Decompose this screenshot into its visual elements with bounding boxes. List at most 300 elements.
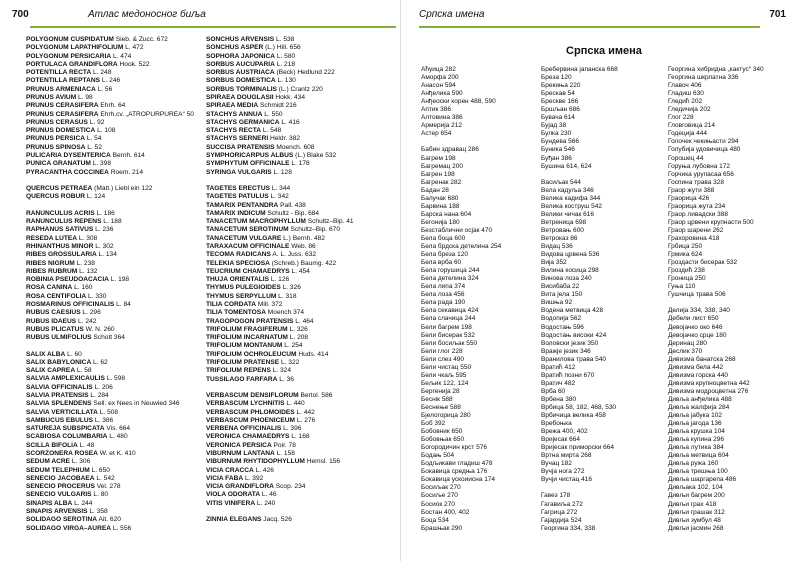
- index-entry: [26, 53, 204, 61]
- latin-name: SORBUS AUCUPARIA: [206, 60, 275, 68]
- name-entry: Бели глог 228: [421, 347, 463, 355]
- latin-name: TELEKIA SPECIOSA: [206, 259, 270, 267]
- name-entry: Бела врба 60: [421, 259, 462, 267]
- author-page: Web. 86: [289, 243, 316, 251]
- index-entry: [26, 417, 204, 425]
- author-page: L. 188: [101, 218, 122, 226]
- index-entry: [206, 442, 396, 450]
- entry-gap: [206, 508, 396, 516]
- latin-name: VIBURNUM RHYTIDOPHYLLUM: [206, 458, 305, 466]
- name-entry: Дивља купина 296: [668, 436, 724, 444]
- name-entry: Госпина трава 328: [668, 178, 724, 186]
- name-entry: Бујад 38: [541, 122, 567, 130]
- name-entry: Анђеоски корен 488, 590: [421, 98, 496, 106]
- latin-name: SYMPHYTUM OFFICINALE: [206, 160, 290, 168]
- latin-name: TAGETES ERECTUS: [206, 185, 270, 193]
- name-entry: Алтовина 386: [421, 114, 463, 122]
- name-entry: Граорица жута 234: [668, 202, 726, 210]
- latin-name: SENECIO VULGARIS: [26, 491, 92, 499]
- index-entry: [26, 235, 204, 243]
- author-page: L. 398: [90, 160, 112, 168]
- name-entry: Бели чкаљ 595: [421, 371, 467, 379]
- entry-gap: [206, 177, 396, 185]
- latin-name: TAMARIX INDICUM: [206, 209, 266, 217]
- latin-name: PRUNUS PERSICA: [26, 135, 85, 143]
- name-entry: Ветровањ 600: [541, 226, 584, 234]
- latin-name: SENECIO PROCERUS: [26, 483, 95, 491]
- latin-name: SEDUM TELEPHIUM: [26, 466, 90, 474]
- author-page: W. et K. 410: [97, 450, 136, 458]
- latin-name: SENECIO JACOBAEA: [26, 474, 95, 482]
- author-page: L. 62: [91, 358, 108, 366]
- header-rule: [30, 26, 396, 28]
- index-entry: [26, 351, 204, 359]
- name-entry: Видова црвена 536: [541, 251, 600, 259]
- right-page-header: [401, 6, 800, 26]
- index-entry: [206, 86, 396, 94]
- index-entry: [26, 293, 204, 301]
- name-entry: Вратич 482: [541, 379, 576, 387]
- index-entry: [26, 69, 204, 77]
- name-entry: Бела секавица 424: [421, 307, 479, 315]
- author-page: L. 442: [294, 408, 315, 416]
- name-entry: Багремац 200: [421, 162, 463, 170]
- index-entry: [26, 77, 204, 85]
- author-page: L. 178: [289, 160, 310, 168]
- index-entry: [206, 260, 396, 268]
- index-entry: [26, 102, 204, 110]
- index-entry: [206, 376, 396, 384]
- name-entry: Астер 654: [421, 130, 452, 138]
- name-entry: Бобовник 650: [421, 428, 463, 436]
- author-page: L. 302: [93, 243, 114, 250]
- author-page: L. 124: [84, 193, 106, 201]
- author-page: L. 60: [65, 350, 82, 358]
- index-entry: [206, 53, 396, 61]
- name-entry: Вражје језик 346: [541, 347, 591, 355]
- name-entry: Дивизма крупноцветна 442: [668, 379, 750, 387]
- entry-gap: [26, 177, 204, 185]
- author-page: Schultz–Bip. 670: [288, 226, 340, 234]
- latin-name: SOLIDAGO SEROTINA: [26, 516, 98, 524]
- index-entry: [206, 392, 396, 400]
- name-entry: Вучац 182: [541, 460, 572, 468]
- author-page: L. 396: [281, 425, 302, 433]
- author-page: L. 168: [289, 433, 310, 441]
- name-entry: Дивљи багрем 200: [668, 492, 725, 500]
- name-entry: Багренак 282: [421, 178, 462, 186]
- name-entry: Винова лоза 240: [541, 275, 592, 283]
- latin-name: TANACETUM MACROPHYLLUM: [206, 218, 306, 226]
- name-entry: Армерија 212: [421, 122, 462, 130]
- author-page: L. 246: [100, 77, 121, 85]
- name-entry: Барска нана 604: [421, 210, 472, 218]
- latin-name: RHINANTHUS MINOR: [26, 243, 94, 250]
- author-page: L. 318: [276, 292, 297, 300]
- name-entry: Граор ливадски 388: [668, 210, 729, 218]
- author-page: Schultz–Bip. 41: [305, 218, 354, 226]
- author-page: L. 598: [104, 375, 126, 383]
- index-entry: [206, 127, 396, 135]
- name-entry: Гладиш 630: [668, 90, 704, 98]
- latin-name: TRIFOLIUM INCARNATUM: [206, 334, 288, 342]
- name-entry: Дивља јагода 136: [668, 420, 722, 428]
- latin-name: RIBES NIGRUM: [26, 259, 75, 267]
- page-number: 701: [769, 9, 786, 20]
- name-entry: Богородичин крст 576: [421, 444, 487, 452]
- name-entry: Горчика урупасаа 656: [668, 170, 734, 178]
- name-entry: Врбичица велика 458: [541, 412, 606, 420]
- name-entry: Дивља шаргарепа 486: [668, 476, 737, 484]
- author-page: Bernh. 614: [110, 151, 145, 159]
- name-entry: Вилина косица 298: [541, 267, 599, 275]
- name-entry: Врбица 58, 182, 468, 530: [541, 403, 617, 411]
- name-entry: Георгина шкрлатна 336: [668, 74, 739, 82]
- name-entry: Вријесак приморски 664: [541, 444, 614, 452]
- author-page: L. 548: [261, 127, 282, 135]
- header-rule: [419, 26, 760, 28]
- latin-name: SONCHUS ARVENSIS: [206, 36, 275, 43]
- name-entry: Граор шарени 262: [668, 226, 724, 234]
- author-page: L. 218: [274, 60, 296, 68]
- name-entry: Горуња лубовна 172: [668, 162, 730, 170]
- latin-name: ROSA CENTIFOLIA: [26, 292, 87, 300]
- latin-name: TEUCRIUM CHAMAEDRYS: [206, 267, 290, 275]
- latin-name: THYMUS SERPYLLUM: [206, 292, 277, 300]
- name-entry: Георгина хибридна „кактус“ 340: [668, 66, 764, 73]
- latin-name: TILIA TOMENTOSA: [206, 309, 266, 317]
- index-entry: [206, 467, 396, 475]
- index-entry: [206, 516, 396, 524]
- name-entry: Брескав 54: [541, 90, 575, 98]
- name-entry: Брашњак 290: [421, 524, 463, 532]
- author-page: L. 48: [77, 441, 95, 449]
- latin-name: RUBUS ULMIFOLIUS: [26, 334, 92, 342]
- latin-name: TANACETUM SEROTINUM: [206, 226, 289, 234]
- index-entry: [206, 400, 396, 408]
- latin-name: VICIA CRACCA: [206, 466, 254, 474]
- author-page: (Schreb.) Baumg. 422: [269, 259, 337, 267]
- latin-name: ROBINIA PSEUDOACACIA: [26, 276, 109, 284]
- index-entry: [26, 152, 204, 160]
- name-entry: Бела рада 190: [421, 299, 466, 307]
- name-entry: Анђелика 590: [421, 90, 463, 98]
- index-entry: [26, 276, 204, 284]
- name-entry: Бегонија 180: [421, 218, 460, 226]
- index-entry: [206, 268, 396, 276]
- name-entry: Голубија удовичица 480: [668, 146, 741, 154]
- name-entry: Деслик 370: [668, 347, 703, 355]
- latin-name: TRIFOLIUM REPENS: [206, 367, 271, 375]
- latin-name: VERBASCUM LYCHNITIS: [206, 400, 285, 408]
- latin-name: QUERCUS PETRAEA: [26, 185, 93, 193]
- index-entry: [26, 318, 204, 326]
- author-page: L. 550: [262, 110, 283, 118]
- author-page: Sieb. & Zucc. 672: [113, 36, 168, 43]
- latin-name: TUSSILAGO FARFARA: [206, 375, 278, 383]
- index-entry: [206, 351, 396, 359]
- latin-name: ROSA CANINA: [26, 284, 73, 292]
- index-entry: [26, 442, 204, 450]
- author-page: L. 130: [275, 77, 296, 85]
- author-page: Ehrh. 64: [98, 102, 126, 110]
- name-entry: Бостан 400, 402: [421, 508, 470, 516]
- latin-name: PRUNUS SPINOSA: [26, 143, 86, 151]
- right-page: [400, 0, 800, 561]
- name-entry: Дивља лутика 384: [668, 444, 724, 452]
- serbian-names-column-3: [668, 66, 798, 533]
- author-page: Schmidt 216: [258, 102, 297, 110]
- index-entry: [206, 169, 396, 177]
- author-page: L. 54: [85, 135, 102, 143]
- index-entry: [26, 309, 204, 317]
- name-entry: Босиок 270: [421, 500, 455, 508]
- latin-name: PRUNUS ARMENIACA: [26, 85, 96, 93]
- name-entry: Дивља трешња 100: [668, 468, 728, 476]
- latin-name: SPIRAEA DOUGLASII: [206, 93, 274, 101]
- index-entry: [206, 342, 396, 350]
- name-entry: Беснење 588: [421, 403, 461, 411]
- index-column-2: [206, 36, 396, 525]
- name-entry: Бергенија 28: [421, 387, 460, 395]
- name-entry: Девојачко око 646: [668, 323, 723, 331]
- name-entry: Вртна мирта 268: [541, 452, 592, 460]
- serbian-names-column-1: [421, 66, 521, 533]
- name-entry: Дивља анђелика 488: [668, 395, 732, 403]
- name-entry: Делија 334, 338, 340: [668, 307, 730, 315]
- latin-name: RAPHANUS SATIVUS: [26, 226, 94, 234]
- index-entry: [206, 284, 396, 292]
- index-entry: [206, 193, 396, 201]
- name-entry: Бела горушица 244: [421, 267, 480, 275]
- latin-name: SALVIA VERTICILLATA: [26, 408, 98, 416]
- index-entry: [26, 284, 204, 292]
- name-entry: Граорица 426: [668, 194, 710, 202]
- name-entry: Бушина 614, 624: [541, 162, 592, 170]
- index-entry: [206, 202, 396, 210]
- index-entry: [26, 44, 204, 52]
- index-entry: [206, 226, 396, 234]
- index-entry: [206, 185, 396, 193]
- author-page: L. 392: [243, 474, 264, 482]
- author-page: L. 108: [95, 127, 116, 135]
- name-entry: Буђан 386: [541, 154, 572, 162]
- name-entry: Бели босиљак 550: [421, 339, 478, 347]
- latin-name: RESEDA LUTEA: [26, 234, 78, 242]
- author-page: L. 128: [271, 168, 292, 176]
- latin-name: PULICARIA DYSENTERICA: [26, 151, 111, 159]
- index-entry: [26, 384, 204, 392]
- author-page: L. 556: [111, 524, 132, 532]
- latin-name: SAMBUCUS EBULUS: [26, 416, 94, 424]
- author-page: L. 134: [96, 251, 117, 259]
- name-entry: Бели чистац 550: [421, 363, 472, 371]
- name-entry: Гушчица трава 506: [668, 291, 726, 299]
- index-entry: [26, 160, 204, 168]
- latin-name: RANUNCULUS ACRIS: [26, 209, 95, 217]
- index-entry: [206, 276, 396, 284]
- latin-name: SATUREJA SUBSPICATA: [26, 425, 105, 433]
- index-entry: [26, 500, 204, 508]
- entry-gap: [206, 384, 396, 392]
- name-entry: Бундева 566: [541, 138, 580, 146]
- author-page: L. 126: [269, 276, 290, 284]
- index-entry: [26, 243, 204, 251]
- index-entry: [206, 475, 396, 483]
- author-page: L. 52: [85, 143, 102, 151]
- latin-name: SALIX ALBA: [26, 350, 66, 358]
- index-entry: [26, 458, 204, 466]
- name-entry: Вучји чистац 416: [541, 476, 592, 484]
- name-entry: Видац 536: [541, 243, 573, 251]
- name-entry: Дивља ружа 160: [668, 460, 719, 468]
- author-page: A. L. Juss. 632: [270, 251, 317, 259]
- author-page: L. 186: [94, 209, 115, 217]
- index-entry: [206, 210, 396, 218]
- latin-name: SORBUS TORMINALIS: [206, 85, 277, 93]
- index-entry: [206, 309, 396, 317]
- author-page: L. 650: [89, 466, 110, 474]
- author-page: L. 454: [289, 267, 310, 275]
- name-entry: Граор црвени крупнасти 500: [668, 218, 754, 226]
- author-page: L. 344: [270, 185, 291, 193]
- author-page: L. 580: [275, 52, 296, 60]
- name-entry: Вријесак 664: [541, 436, 580, 444]
- index-entry: [206, 450, 396, 458]
- index-entry: [26, 375, 204, 383]
- name-entry: Дебели лист 650: [668, 315, 719, 323]
- entry-gap: [668, 299, 798, 307]
- index-entry: [26, 210, 204, 218]
- index-entry: [206, 36, 396, 44]
- name-entry: Гуња 110: [668, 283, 696, 291]
- index-entry: [206, 367, 396, 375]
- author-page: Moench. 608: [274, 143, 315, 151]
- author-page: L. 322: [279, 358, 300, 366]
- name-entry: Дивизма горска 440: [668, 371, 728, 379]
- name-entry: Горошец 44: [668, 154, 704, 162]
- index-entry: [26, 491, 204, 499]
- name-entry: Вита јела 150: [541, 291, 583, 299]
- index-entry: [26, 400, 204, 408]
- latin-name: THYMUS PULEGIOIDES: [206, 284, 281, 292]
- latin-name: TRAGOPOGON PRATENSIS: [206, 317, 294, 325]
- latin-name: POLYGONUM PERSICARIA: [26, 52, 112, 60]
- author-page: L. 472: [123, 44, 144, 52]
- name-entry: Аптик 386: [421, 106, 451, 114]
- latin-name: RUBUS CAESIUS: [26, 309, 81, 317]
- author-page: L. 238: [74, 259, 95, 267]
- author-page: L. 56: [95, 85, 113, 93]
- index-entry: [26, 301, 204, 309]
- author-page: L. 36: [277, 375, 294, 383]
- index-column-1: [26, 36, 204, 533]
- author-page: Jacq. 526: [261, 516, 292, 524]
- latin-name: VERBASCUM DENSIFLORUM: [206, 392, 299, 400]
- name-entry: Дивља метвица 604: [668, 452, 729, 460]
- latin-name: RUBUS IDAEUS: [26, 317, 77, 325]
- latin-name: SALVIA OFFICINALIS: [26, 383, 93, 391]
- name-entry: Бодљикави гладиш 478: [421, 460, 493, 468]
- author-page: Hook. 522: [117, 60, 150, 68]
- author-page: (L.) Hill. 656: [263, 44, 301, 52]
- latin-name: STACHYS GERMANICA: [206, 118, 280, 126]
- latin-name: PRUNUS CERASIFERA: [26, 102, 99, 110]
- index-entry: [26, 251, 204, 259]
- latin-name: SEDUM ACRE: [26, 458, 71, 466]
- index-entry: [26, 61, 204, 69]
- name-entry: Бјелогорица 280: [421, 412, 471, 420]
- index-entry: [206, 433, 396, 441]
- name-entry: Глог 228: [668, 114, 694, 122]
- name-entry: Аћуица 282: [421, 66, 456, 73]
- author-page: L. 330: [86, 292, 107, 300]
- author-page: Schultz - Bip. 684: [265, 209, 320, 217]
- name-entry: Дивља јабука 102: [668, 412, 722, 420]
- index-entry: [206, 152, 396, 160]
- entry-gap: [541, 171, 663, 179]
- name-entry: Девојачко срце 180: [668, 331, 727, 339]
- author-page: L. 58: [75, 367, 92, 375]
- index-entry: [206, 425, 396, 433]
- name-entry: Багрем 198: [421, 154, 456, 162]
- name-entry: Врежа 400, 402: [541, 428, 588, 436]
- entry-gap: [26, 342, 204, 350]
- left-page-header: [0, 6, 400, 26]
- author-page: L. 132: [77, 267, 98, 275]
- author-page: Ait. 620: [97, 516, 121, 524]
- name-entry: Бела лоза 456: [421, 291, 465, 299]
- latin-name: VERONICA CHAMAEDRYS: [206, 433, 290, 441]
- author-page: Scop. 234: [273, 483, 306, 491]
- index-entry: [26, 169, 204, 177]
- latin-name: SYRINGA VULGARIS: [206, 168, 272, 176]
- name-entry: Дивизма бела 442: [668, 363, 724, 371]
- index-entry: [26, 483, 204, 491]
- index-entry: [206, 483, 396, 491]
- name-entry: Васиљак 544: [541, 178, 581, 186]
- name-entry: Бувача 614: [541, 114, 575, 122]
- index-entry: [206, 111, 396, 119]
- index-entry: [26, 433, 204, 441]
- name-entry: Дивља крушка 104: [668, 428, 725, 436]
- latin-name: VIBURNUM LANTANA: [206, 450, 275, 458]
- name-entry: Велики чичак 616: [541, 210, 594, 218]
- name-entry: Босиље 270: [421, 492, 458, 500]
- index-entry: [206, 458, 396, 466]
- name-entry: Гроница 250: [668, 275, 706, 283]
- author-page: Poir. 78: [271, 441, 296, 449]
- name-entry: Вишња 92: [541, 299, 573, 307]
- author-page: L.) Bernh. 482: [281, 234, 325, 242]
- author-page: L. 80: [91, 491, 109, 499]
- latin-name: RUBUS PLICATUS: [26, 325, 84, 333]
- name-entry: Георгина 334, 338: [541, 524, 596, 532]
- index-entry: [206, 318, 396, 326]
- index-entry: [26, 392, 204, 400]
- name-entry: Бели багрем 198: [421, 323, 472, 331]
- latin-name: SPIRAEA MEDIA: [206, 102, 259, 110]
- author-page: Pall. 438: [278, 201, 306, 209]
- latin-name: PRUNUS CERASIFERA: [26, 110, 99, 118]
- latin-name: RANUNCULUS REPENS: [26, 218, 102, 226]
- latin-name: SCABIOSA COLUMBARIA: [26, 433, 108, 441]
- name-entry: Дивизма модроцветна 276: [668, 387, 749, 395]
- author-page: L. 158: [274, 450, 295, 458]
- latin-name: VICIA GRANDIFLORA: [206, 483, 274, 491]
- author-page: L. 208: [287, 334, 309, 342]
- name-entry: Безстаблични осјак 470: [421, 226, 493, 234]
